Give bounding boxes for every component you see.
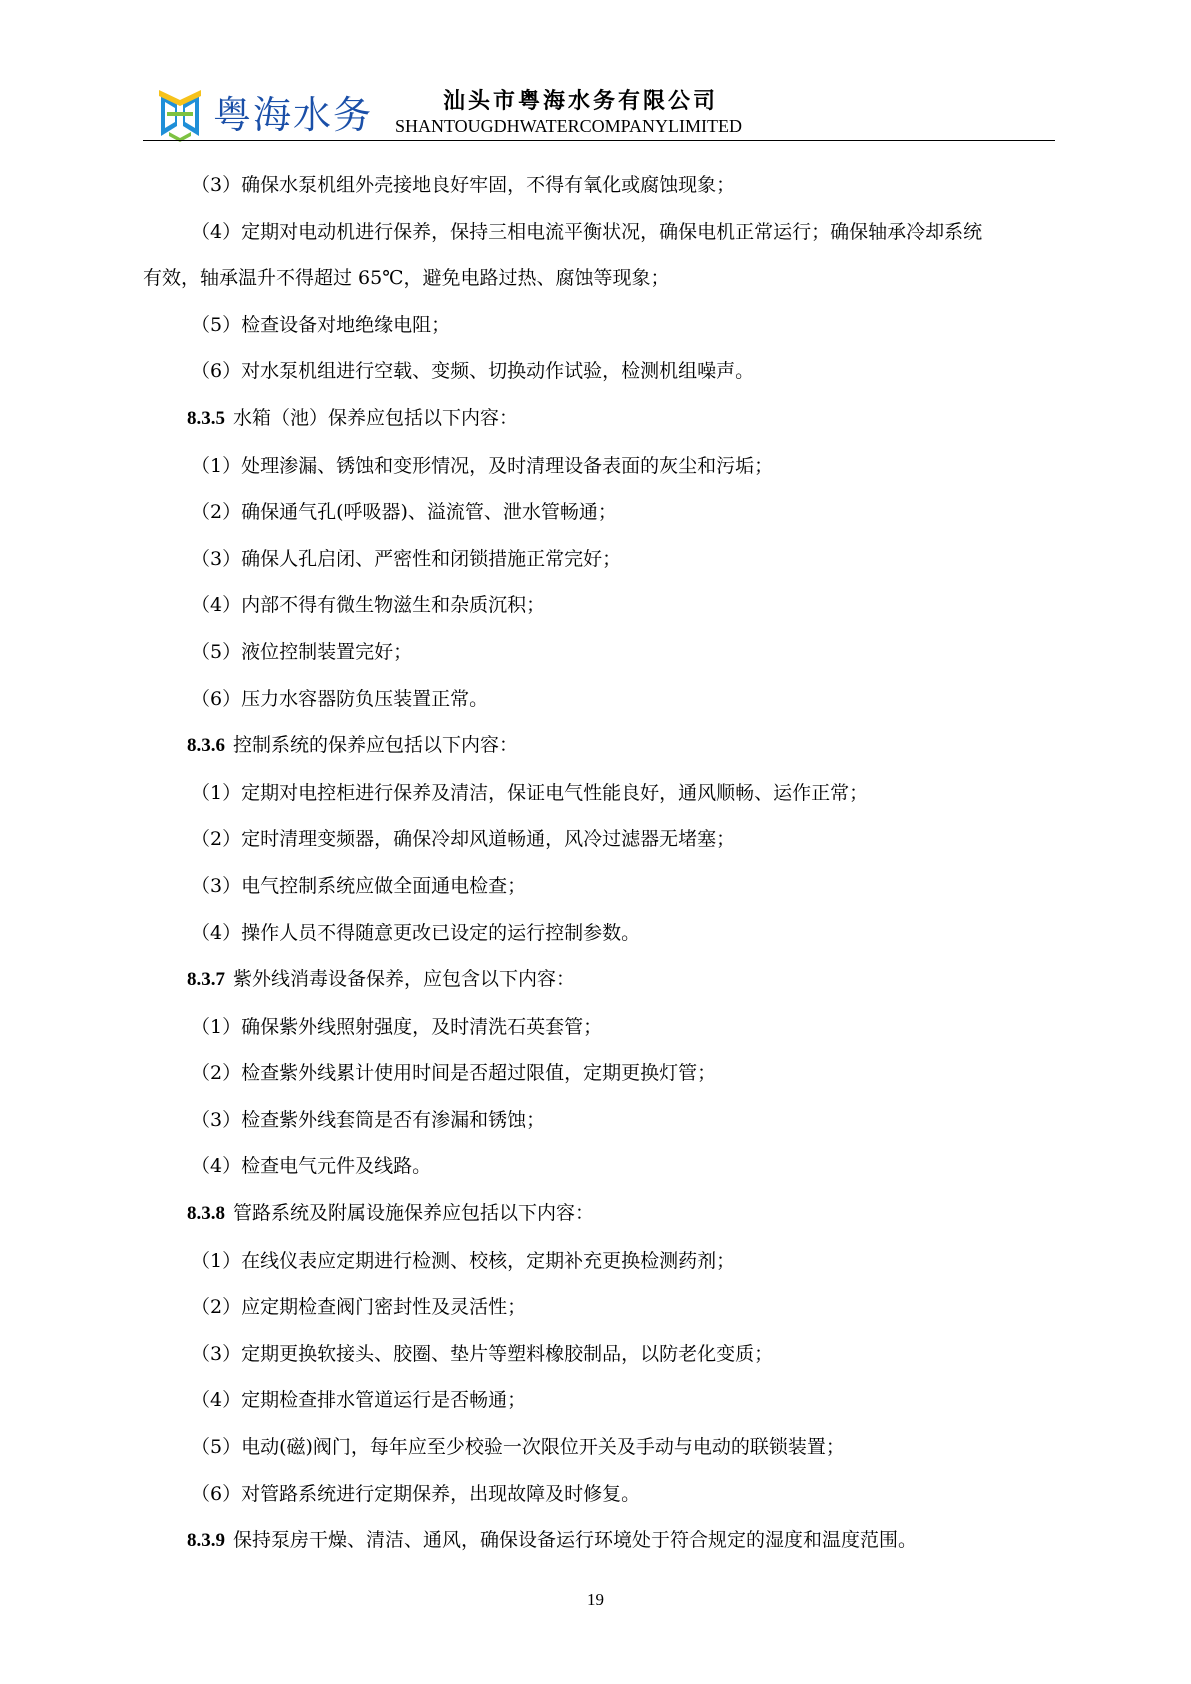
company-name-english: SHANTOUGDHWATERCOMPANYLIMITED (395, 116, 743, 136)
page-header (143, 78, 1055, 142)
list-item: （5）液位控制装置完好； (191, 640, 413, 663)
section-title: 管路系统及附属设施保养应包括以下内容： (233, 1202, 595, 1225)
section-title: 紫外线消毒设备保养，应包含以下内容： (233, 968, 576, 991)
section-heading-8-3-9 (143, 1517, 1055, 1565)
document-body (143, 162, 1055, 1565)
section-number: 8.3.5 (187, 407, 225, 429)
company-logo-icon (157, 88, 203, 142)
section-heading-8-3-5 (143, 395, 1055, 443)
list-item: （1）在线仪表应定期进行检测、校核，定期补充更换检测药剂； (191, 1249, 736, 1272)
list-item: （6）对管路系统进行定期保养，出现故障及时修复。 (191, 1482, 641, 1505)
list-item: （6）对水泵机组进行空载、变频、切换动作试验，检测机组噪声。 (191, 360, 755, 383)
list-item: （4）定期对电动机进行保养，保持三相电流平衡状况，确保电机正常运行；确保轴承冷却系统 (191, 220, 983, 243)
list-item: （2）定时清理变频器，确保冷却风道畅通，风冷过滤器无堵塞； (191, 828, 736, 851)
page-number: 19 (587, 1590, 604, 1609)
list-item: （3）确保人孔启闭、严密性和闭锁措施正常完好； (191, 547, 622, 570)
list-item-continuation: 有效，轴承温升不得超过 65℃，避免电路过热、腐蚀等现象； (143, 267, 670, 290)
list-item: （6）压力水容器防负压装置正常。 (191, 687, 489, 710)
section-number: 8.3.9 (187, 1530, 225, 1552)
list-item: （4）操作人员不得随意更改已设定的运行控制参数。 (191, 921, 641, 944)
section-number: 8.3.7 (187, 969, 225, 991)
section-heading-8-3-6 (143, 722, 1055, 770)
list-item: （2）应定期检查阀门密封性及灵活性； (191, 1296, 527, 1319)
section-heading-8-3-8 (143, 1190, 1055, 1238)
list-item: （4）检查电气元件及线路。 (191, 1155, 432, 1178)
list-item: （3）检查紫外线套筒是否有渗漏和锈蚀； (191, 1108, 546, 1131)
section-title: 控制系统的保养应包括以下内容： (233, 734, 519, 757)
list-item: （5）电动(磁)阀门，每年应至少校验一次限位开关及手动与电动的联锁装置； (191, 1436, 845, 1459)
list-item: （3）确保水泵机组外壳接地良好牢固，不得有氧化或腐蚀现象； (191, 174, 736, 196)
section-title: 保持泵房干燥、清洁、通风，确保设备运行环境处于符合规定的湿度和温度范围。 (233, 1529, 918, 1552)
list-item: （5）检查设备对地绝缘电阻； (191, 313, 451, 336)
list-item: （2）检查紫外线累计使用时间是否超过限值，定期更换灯管； (191, 1062, 717, 1085)
company-name-chinese: 汕头市粤海水务有限公司 (443, 89, 719, 114)
section-number: 8.3.6 (187, 735, 225, 757)
section-heading-8-3-7 (143, 956, 1055, 1004)
list-item: （4）内部不得有微生物滋生和杂质沉积； (191, 594, 546, 617)
list-item: （1）处理渗漏、锈蚀和变形情况，及时清理设备表面的灰尘和污垢； (191, 454, 774, 477)
list-item: （3）电气控制系统应做全面通电检查； (191, 874, 527, 897)
header-divider (143, 140, 1055, 141)
section-number: 8.3.8 (187, 1203, 225, 1225)
logo-text: 粤海水务 (213, 93, 374, 137)
list-item: （1）定期对电控柜进行保养及清洁，保证电气性能良好，通风顺畅、运作正常； (191, 781, 869, 804)
list-item: （4）定期检查排水管道运行是否畅通； (191, 1389, 527, 1412)
list-item: （3）定期更换软接头、胶圈、垫片等塑料橡胶制品，以防老化变质； (191, 1342, 774, 1365)
section-title: 水箱（池）保养应包括以下内容： (233, 406, 519, 429)
list-item: （2）确保通气孔(呼吸器)、溢流管、泄水管畅通； (191, 501, 617, 524)
list-item: （1）确保紫外线照射强度，及时清洗石英套管； (191, 1015, 603, 1038)
